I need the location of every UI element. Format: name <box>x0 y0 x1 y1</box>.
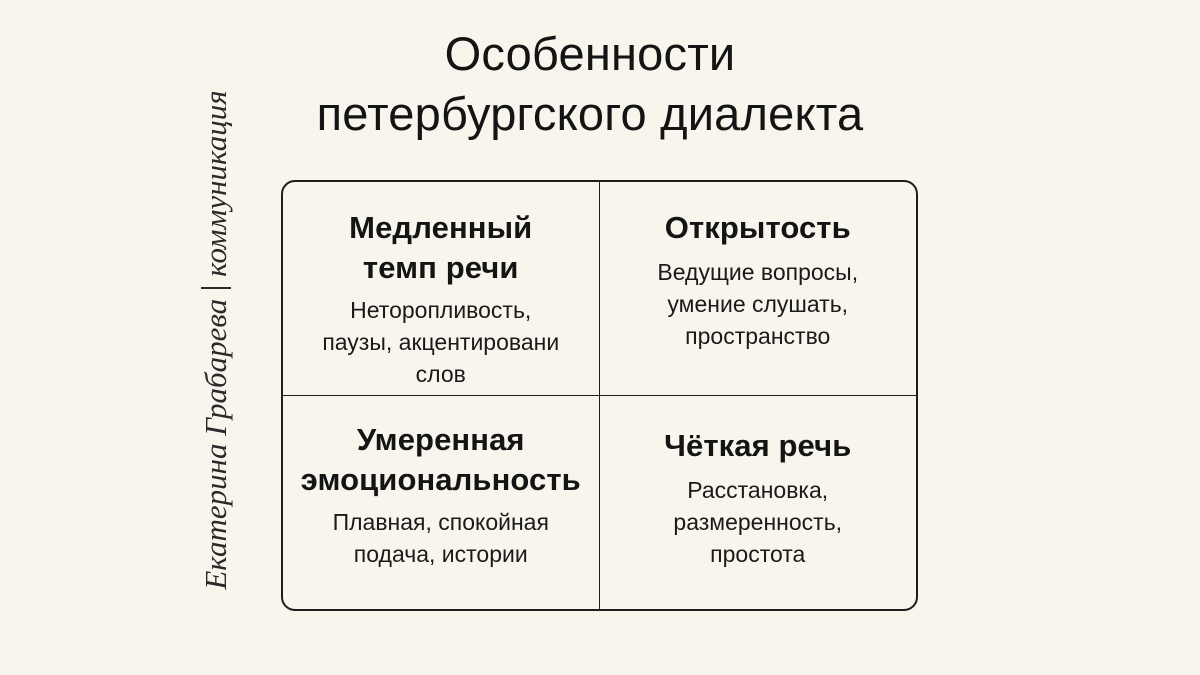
page-title <box>230 24 950 144</box>
quadrant-title: Медленный темп речи <box>349 210 533 285</box>
quadrant-title: Умеренная эмоциональность <box>300 421 581 497</box>
title-line-2: петербургского диалекта <box>316 87 864 140</box>
side-credit <box>195 60 237 620</box>
quadrant-description: Неторопливость, паузы, акцентировани слов <box>322 297 560 387</box>
quadrant-description: Плавная, спокойная подача, истории <box>332 508 549 567</box>
quadrant-moderate-emotionality <box>283 396 600 610</box>
quadrant-openness <box>600 182 917 396</box>
quadrant-title: Открытость <box>664 210 851 245</box>
author-name: Екатерина Грабарева <box>198 298 233 590</box>
title-line-1: Особенности <box>444 27 736 80</box>
quadrant-description: Расстановка, размеренность, простота <box>673 476 843 567</box>
credit-divider <box>201 287 231 289</box>
quadrant-description: Ведущие вопросы, умение слушать, пространство <box>657 259 859 349</box>
quadrant-clear-speech <box>600 396 917 610</box>
credit-topic: коммуникация <box>198 90 233 277</box>
features-grid <box>281 180 918 611</box>
quadrant-title: Чёткая речь <box>664 427 852 463</box>
quadrant-slow-tempo <box>283 182 600 396</box>
